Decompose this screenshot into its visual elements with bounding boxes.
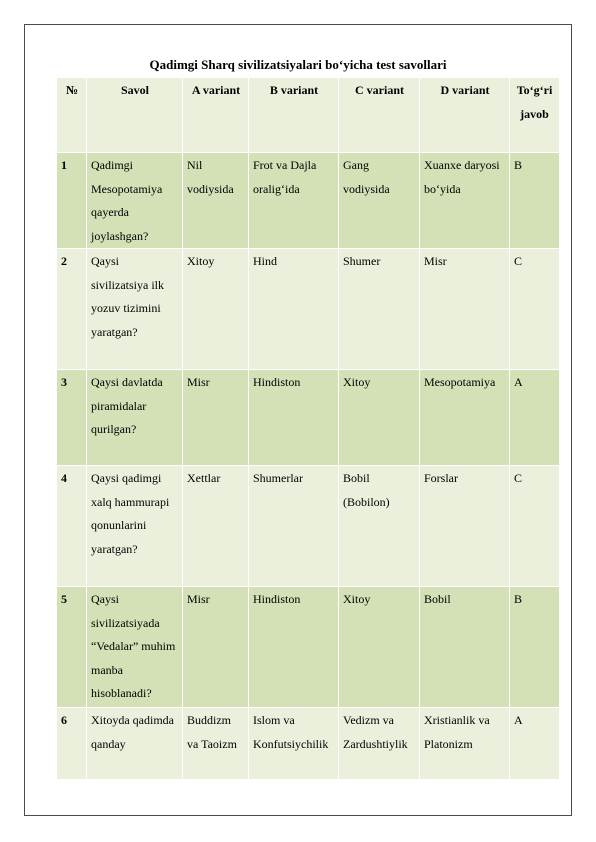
question-cell: Qaysi qadimgi xalq hammurapi qonunlarini yaratgan?	[87, 466, 183, 587]
variant-a-cell: Misr	[183, 587, 249, 708]
variant-d-cell: Xristianlik va Platonizm	[420, 708, 510, 780]
variant-d-cell: Misr	[420, 249, 510, 370]
row-number: 5	[57, 587, 87, 708]
questions-table	[56, 77, 560, 780]
variant-b-cell: Frot va Dajla oralig‘ida	[249, 153, 339, 249]
variant-b-cell: Islom va Konfutsiychilik	[249, 708, 339, 780]
variant-c-cell: Gang vodiysida	[339, 153, 420, 249]
question-cell: Qaysi sivilizatsiyada “Vedalar” muhim manba hisoblanadi?	[87, 587, 183, 708]
variant-a-cell: Xettlar	[183, 466, 249, 587]
variant-a-cell: Nil vodiysida	[183, 153, 249, 249]
table-row	[57, 587, 560, 708]
question-cell: Xitoyda qadimda qanday	[87, 708, 183, 780]
variant-c-cell: Xitoy	[339, 370, 420, 466]
variant-b-cell: Shumerlar	[249, 466, 339, 587]
table-row	[57, 370, 560, 466]
row-number: 2	[57, 249, 87, 370]
table-row	[57, 153, 560, 249]
answer-cell: A	[510, 708, 560, 780]
variant-d-cell: Mesopotamiya	[420, 370, 510, 466]
variant-c-cell: Shumer	[339, 249, 420, 370]
answer-cell: B	[510, 153, 560, 249]
header-question: Savol	[87, 78, 183, 153]
variant-b-cell: Hindiston	[249, 587, 339, 708]
variant-d-cell: Forslar	[420, 466, 510, 587]
row-number: 1	[57, 153, 87, 249]
header-variant-d: D variant	[420, 78, 510, 153]
table-row	[57, 466, 560, 587]
variant-a-cell: Xitoy	[183, 249, 249, 370]
variant-b-cell: Hind	[249, 249, 339, 370]
header-correct-answer: To‘g‘ri javob	[510, 78, 560, 153]
variant-a-cell: Buddizm va Taoizm	[183, 708, 249, 780]
header-variant-b: B variant	[249, 78, 339, 153]
table-header-row	[57, 78, 560, 153]
row-number: 3	[57, 370, 87, 466]
variant-c-cell: Bobil (Bobilon)	[339, 466, 420, 587]
variant-c-cell: Xitoy	[339, 587, 420, 708]
header-number: №	[57, 78, 87, 153]
header-variant-a: A variant	[183, 78, 249, 153]
row-number: 6	[57, 708, 87, 780]
answer-cell: C	[510, 466, 560, 587]
variant-d-cell: Bobil	[420, 587, 510, 708]
row-number: 4	[57, 466, 87, 587]
question-cell: Qadimgi Mesopotamiya qayerda joylashgan?	[87, 153, 183, 249]
variant-a-cell: Misr	[183, 370, 249, 466]
answer-cell: C	[510, 249, 560, 370]
answer-cell: A	[510, 370, 560, 466]
header-variant-c: C variant	[339, 78, 420, 153]
question-cell: Qaysi sivilizatsiya ilk yozuv tizimini yaratgan?	[87, 249, 183, 370]
variant-d-cell: Xuanxe daryosi bo‘yida	[420, 153, 510, 249]
question-cell: Qaysi davlatda piramidalar qurilgan?	[87, 370, 183, 466]
table-row	[57, 249, 560, 370]
answer-cell: B	[510, 587, 560, 708]
document-title: Qadimgi Sharq sivilizatsiyalari bo‘yicha test savollari	[149, 57, 447, 72]
variant-b-cell: Hindiston	[249, 370, 339, 466]
table-row	[57, 708, 560, 780]
variant-c-cell: Vedizm va Zardushtiylik	[339, 708, 420, 780]
